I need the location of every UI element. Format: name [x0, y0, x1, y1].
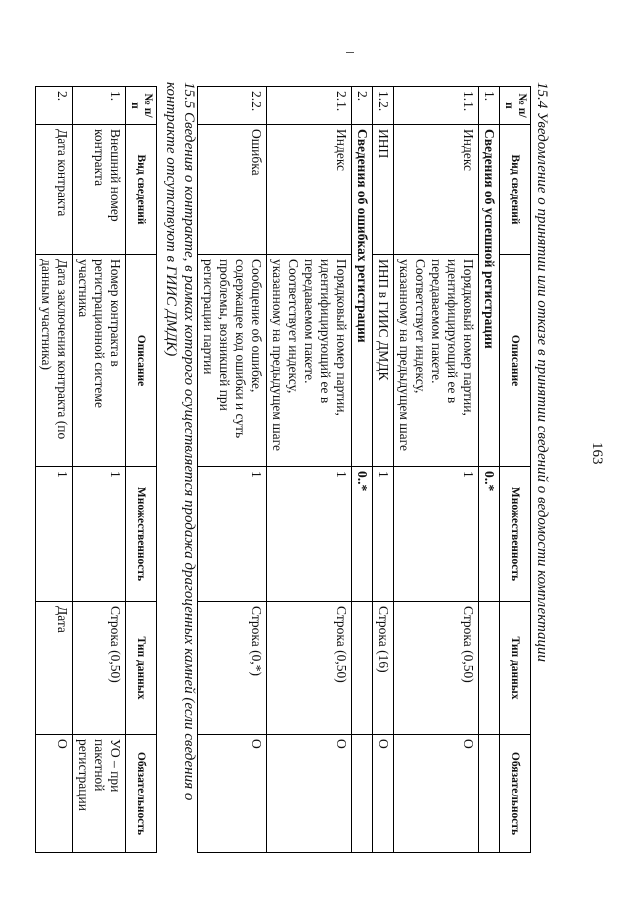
caption-line-1: 15.5 Сведения о контракте, в рамках которого осуществляется продажа драгоценных камней (если сведения о [181, 82, 197, 801]
header-data-type: Тип данных [126, 602, 157, 735]
cell-multiplicity: 0..* [479, 467, 500, 602]
cell-required: О [373, 735, 394, 853]
table-row [394, 87, 479, 853]
cell-num: 1.1. [394, 87, 479, 125]
table-row-section [479, 87, 500, 853]
cell-required: О [394, 735, 479, 853]
cell-description: Сообщение об ошибке, содержащее код ошибки и суть проблемы, возникшей при регистрации партии [198, 255, 267, 467]
cell-num: 2.2. [198, 87, 267, 125]
header-multiplicity: Множественность [500, 467, 531, 602]
cell-type: Ошибка [198, 125, 267, 255]
cell-multiplicity: 1 [73, 467, 126, 602]
header-data-type: Тип данных [500, 602, 531, 735]
header-description: Описание [500, 255, 531, 467]
header-description: Описание [126, 255, 157, 467]
page-number: 163 [589, 442, 605, 465]
cell-required: О [36, 735, 73, 853]
table-row [36, 87, 73, 853]
cell-data-type: Строка (0,50) [394, 602, 479, 735]
cell-data-type [479, 602, 500, 735]
cell-description: Порядковый номер партии, идентифицирующий ее в передаваемом пакете. Соответствует индексу, указанному на предыдущем шаге [394, 255, 479, 467]
cell-num: 1. [479, 87, 500, 125]
cell-description: Порядковый номер партии, идентифицирующий ее в передаваемом пакете. Соответствует индексу, указанному на предыдущем шаге [267, 255, 352, 467]
header-required: Обязательность [126, 735, 157, 853]
cell-type: Внешний номер контракта [73, 125, 126, 255]
table-row [73, 87, 126, 853]
cell-required [352, 735, 373, 853]
table-header-row [126, 87, 157, 853]
cell-section-title: Сведения об ошибках регистрации [352, 125, 373, 467]
cell-description: Дата заключения контракта (по данным участника) [36, 255, 73, 467]
contract-table [35, 86, 157, 853]
cell-required: УО – при пакетной регистрации [73, 735, 126, 853]
cell-multiplicity: 1 [198, 467, 267, 602]
table-row [198, 87, 267, 853]
cell-data-type: Строка (16) [373, 602, 394, 735]
cell-data-type [352, 602, 373, 735]
cell-num: 2. [352, 87, 373, 125]
cell-required: О [198, 735, 267, 853]
table-row [267, 87, 352, 853]
table-caption-15-4: 15.4 Уведомление о принятии или отказе в принятии сведений о ведомости комплектации [534, 82, 550, 663]
header-num: № п/п [500, 87, 531, 125]
header-type: Вид сведений [126, 125, 157, 255]
table-row [373, 87, 394, 853]
cell-num: 2. [36, 87, 73, 125]
header-num: № п/п [126, 87, 157, 125]
cell-section-title: Сведения об успешной регистрации [479, 125, 500, 467]
cell-type: Индекс [394, 125, 479, 255]
header-type: Вид сведений [500, 125, 531, 255]
header-required: Обязательность [500, 735, 531, 853]
cell-description: Номер контракта в регистрационной системе участника [73, 255, 126, 467]
cell-num: 1.2. [373, 87, 394, 125]
table-row-section [352, 87, 373, 853]
cell-multiplicity: 1 [267, 467, 352, 602]
cell-description: ИНП в ГИИС ДМДК [373, 255, 394, 467]
cell-multiplicity: 1 [36, 467, 73, 602]
scan-artifact [346, 52, 354, 53]
cell-type: ИНП [373, 125, 394, 255]
caption-line-2: контракте отсутствуют в ГИИС ДМДК) [163, 82, 179, 357]
cell-data-type: Строка (0,50) [73, 602, 126, 735]
cell-data-type: Строка (0,50) [267, 602, 352, 735]
cell-data-type: Строка (0,*) [198, 602, 267, 735]
cell-required: О [267, 735, 352, 853]
cell-type: Индекс [267, 125, 352, 255]
cell-multiplicity: 1 [394, 467, 479, 602]
cell-required [479, 735, 500, 853]
cell-type: Дата контракта [36, 125, 73, 255]
notification-table [197, 86, 531, 853]
cell-multiplicity: 0..* [352, 467, 373, 602]
cell-multiplicity: 1 [373, 467, 394, 602]
table-caption-15-5 [162, 82, 198, 800]
cell-num: 1. [73, 87, 126, 125]
table-header-row [500, 87, 531, 853]
cell-num: 2.1. [267, 87, 352, 125]
cell-data-type: Дата [36, 602, 73, 735]
header-multiplicity: Множественность [126, 467, 157, 602]
